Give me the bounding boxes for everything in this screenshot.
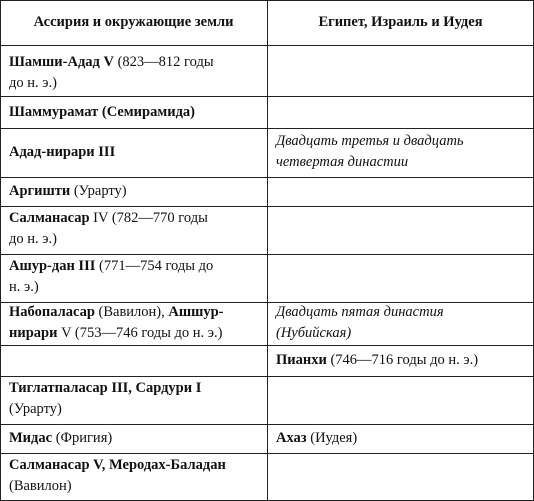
ruler-note: (746—716 годы до н. э.) — [326, 352, 479, 368]
dynasty-note: Двадцать пятая династия — [276, 304, 444, 320]
header-right — [267, 0, 534, 45]
ruler-note: (Урарту) — [9, 401, 62, 417]
header-left — [0, 0, 267, 45]
ruler-name: Тиглатпаласар III, Сардури I — [9, 380, 202, 396]
ruler-name: Салманасар V, Меродах-Баладан — [9, 457, 226, 473]
table-cell — [0, 302, 267, 344]
table-cell — [0, 424, 267, 453]
table-cell — [0, 52, 267, 94]
ruler-name: Пианхи — [276, 352, 327, 368]
table-cell — [267, 424, 534, 453]
ruler-note: (Иудея) — [306, 430, 358, 446]
ruler-name: Ашшур- — [168, 304, 224, 320]
ruler-name: Шамши-Адад V — [9, 54, 114, 70]
ruler-name: Набопаласар — [9, 304, 95, 320]
table-cell — [0, 256, 267, 298]
table-cell — [267, 345, 534, 376]
ruler-note: (771—754 годы до — [95, 258, 214, 274]
table-cell — [0, 177, 267, 206]
ruler-note: до н. э.) — [9, 75, 57, 91]
ruler-note: V (753—746 годы до н. э.) — [57, 325, 223, 341]
ruler-note: до н. э.) — [9, 231, 57, 247]
table-cell — [267, 302, 534, 344]
ruler-note: (Вавилон) — [9, 478, 72, 494]
table-cell — [0, 208, 267, 250]
ruler-name: Шаммурамат (Семирамида) — [9, 103, 195, 120]
ruler-name: Ахаз — [276, 430, 307, 446]
dynasty-note: (Нубийская) — [276, 325, 352, 341]
ruler-name: Мидас — [9, 430, 53, 446]
ruler-note: (823—812 годы — [113, 54, 214, 70]
header-left-label: Ассирия и окружающие земли — [33, 14, 234, 30]
table-cell — [0, 378, 267, 420]
ruler-name: Ашур-дан III — [9, 258, 96, 274]
ruler-note: (Вавилон), — [94, 304, 169, 320]
dynasty-note: четвертая династии — [276, 154, 409, 170]
ruler-note: IV (782—770 годы — [89, 210, 208, 226]
table-cell — [0, 128, 267, 177]
ruler-name: Аргишти — [9, 183, 71, 199]
ruler-note: н. э.) — [9, 279, 39, 295]
table-cell — [267, 131, 534, 173]
ruler-name: нирари — [9, 325, 58, 341]
ruler-note: (Фригия) — [52, 430, 113, 446]
ruler-name: Салманасар — [9, 210, 90, 226]
header-right-label: Египет, Израиль и Иудея — [318, 14, 483, 30]
table-cell — [0, 96, 267, 128]
table-cell — [0, 455, 267, 497]
ruler-note: (Урарту) — [70, 183, 127, 199]
ruler-name: Адад-нирари III — [9, 144, 116, 160]
dynasty-note: Двадцать третья и двадцать — [276, 133, 464, 149]
